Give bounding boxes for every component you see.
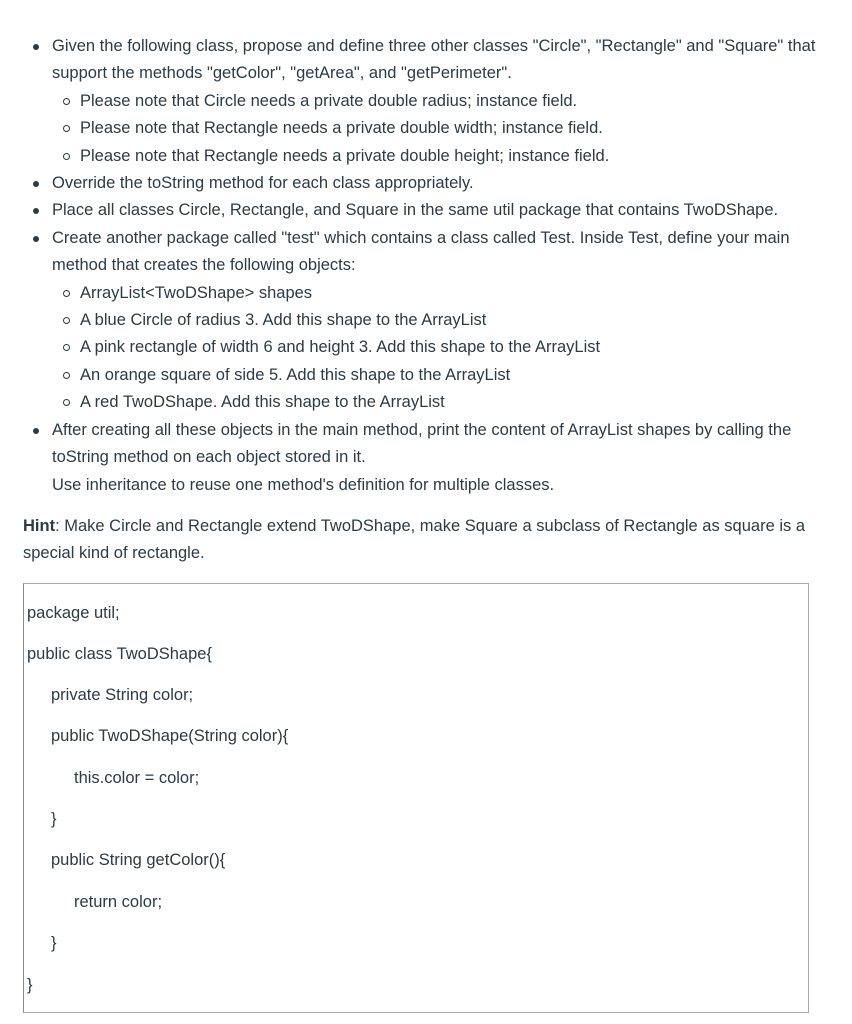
- instruction-2: [0, 170, 852, 197]
- sub-item: A red TwoDShape. Add this shape to the ArrayList: [52, 389, 832, 416]
- code-line: }: [51, 810, 57, 828]
- instruction-list: [0, 33, 852, 499]
- instruction-3-text: Place all classes Circle, Rectangle, and Square in the same util package that contains TwoDShape.: [52, 201, 779, 220]
- instruction-5-text: After creating all these objects in the main method, print the content of ArrayList shapes by calling the toString method on each object stored in it.: [52, 420, 792, 467]
- code-line: package util;: [27, 604, 120, 622]
- instruction-1-text: Given the following class, propose and define three other classes "Circle", "Rectangle" and "Square" that support the methods "getColor", "getArea", and "getPerimeter".: [52, 37, 816, 83]
- code-line: }: [51, 934, 57, 952]
- instruction-4-text: Create another package called "test" which contains a class called Test. Inside Test, define your main method that creates the following objects:: [52, 228, 790, 275]
- sub-item: A pink rectangle of width 6 and height 3. Add this shape to the ArrayList: [52, 334, 832, 361]
- instruction-1-sublist: [52, 88, 832, 170]
- instruction-5: [0, 417, 852, 499]
- sub-item: A blue Circle of radius 3. Add this shape to the ArrayList: [52, 307, 832, 334]
- code-line: public String getColor(){: [51, 851, 226, 869]
- code-line: return color;: [74, 893, 163, 911]
- hint-label: Hint: [23, 517, 56, 535]
- code-line: private String color;: [51, 686, 194, 704]
- hint-text: : Make Circle and Rectangle extend TwoDShape, make Square a subclass of Rectangle as square is a special kind of rectangle.: [23, 517, 806, 563]
- instruction-1: [0, 33, 852, 170]
- hint-paragraph: [23, 513, 833, 568]
- code-block: [23, 583, 809, 1013]
- code-line: public TwoDShape(String color){: [51, 727, 289, 745]
- sub-item: Please note that Circle needs a private double radius; instance field.: [52, 88, 832, 115]
- instruction-5-extra: Use inheritance to reuse one method's definition for multiple classes.: [52, 475, 555, 494]
- sub-item: Please note that Rectangle needs a private double width; instance field.: [52, 115, 832, 142]
- sub-item: An orange square of side 5. Add this shape to the ArrayList: [52, 362, 832, 389]
- code-line: this.color = color;: [74, 769, 200, 787]
- sub-item: ArrayList<TwoDShape> shapes: [52, 280, 832, 307]
- sub-item: Please note that Rectangle needs a private double height; instance field.: [52, 143, 832, 170]
- code-line: public class TwoDShape{: [27, 645, 212, 663]
- instruction-4-sublist: [52, 280, 832, 417]
- instruction-3: [0, 197, 852, 224]
- instruction-2-text: Override the toString method for each class appropriately.: [52, 174, 474, 193]
- instruction-4: [0, 225, 852, 417]
- code-line: }: [27, 976, 33, 994]
